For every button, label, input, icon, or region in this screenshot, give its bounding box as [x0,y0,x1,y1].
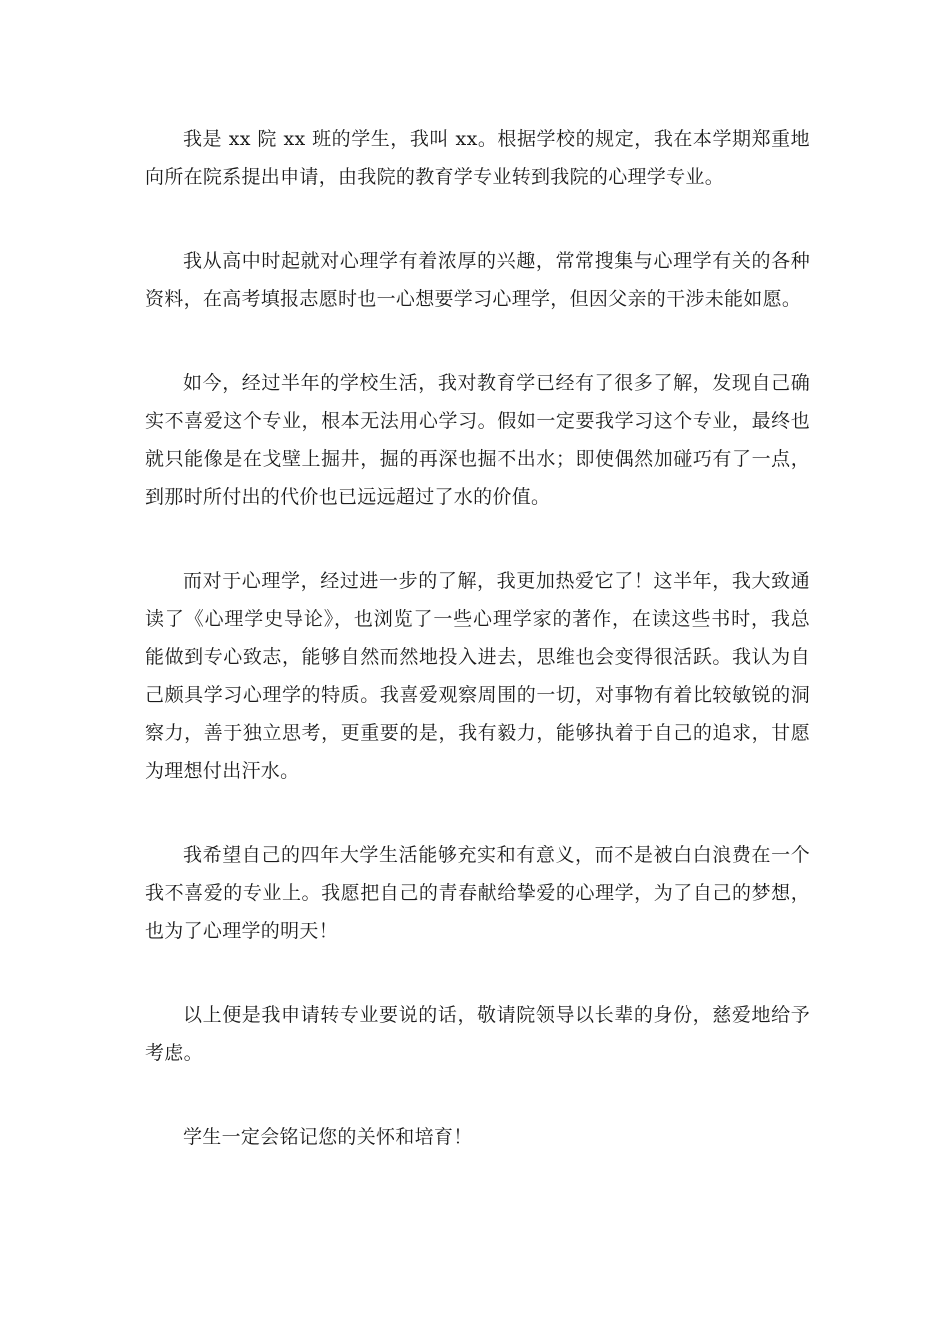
paragraph-hope: 我希望自己的四年大学生活能够充实和有意义，而不是被白白浪费在一个我不喜爱的专业上。我愿把自己的青春献给挚爱的心理学，为了自己的梦想，也为了心理学的明天！ [145,844,810,942]
paragraph-request: 以上便是我申请转专业要说的话，敬请院领导以长辈的身份，慈爱地给予考虑。 [145,1004,810,1064]
paragraph-closing: 学生一定会铭记您的关怀和培育！ [183,1126,473,1148]
letter-body [145,120,810,1202]
paragraph-psychology: 而对于心理学，经过进一步的了解，我更加热爱它了！这半年，我大致通读了《心理学史导论》，也浏览了一些心理学家的著作，在读这些书时，我总能做到专心致志，能够自然而然地投入进去，思维也会变得很活跃。我认为自己颇具学习心理学的特质。我喜爱观察周围的一切，对事物有着比较敏锐的洞察力，善于独立思考，更重要的是，我有毅力，能够执着于自己的追求，甘愿为理想付出汗水。 [145,570,810,782]
paragraph-intro: 我是 xx 院 xx 班的学生，我叫 xx。根据学校的规定，我在本学期郑重地向所在院系提出申请，由我院的教育学专业转到我院的心理学专业。 [145,128,810,188]
paragraph-current-major: 如今，经过半年的学校生活，我对教育学已经有了很多了解，发现自己确实不喜爱这个专业，根本无法用心学习。假如一定要我学习这个专业，最终也就只能像是在戈壁上掘井，掘的再深也掘不出水；即使偶然加碰巧有了一点，到那时所付出的代价也已远远超过了水的价值。 [145,372,810,508]
paragraph-interest: 我从高中时起就对心理学有着浓厚的兴趣，常常搜集与心理学有关的各种资料，在高考填报志愿时也一心想要学习心理学，但因父亲的干涉未能如愿。 [145,250,810,310]
